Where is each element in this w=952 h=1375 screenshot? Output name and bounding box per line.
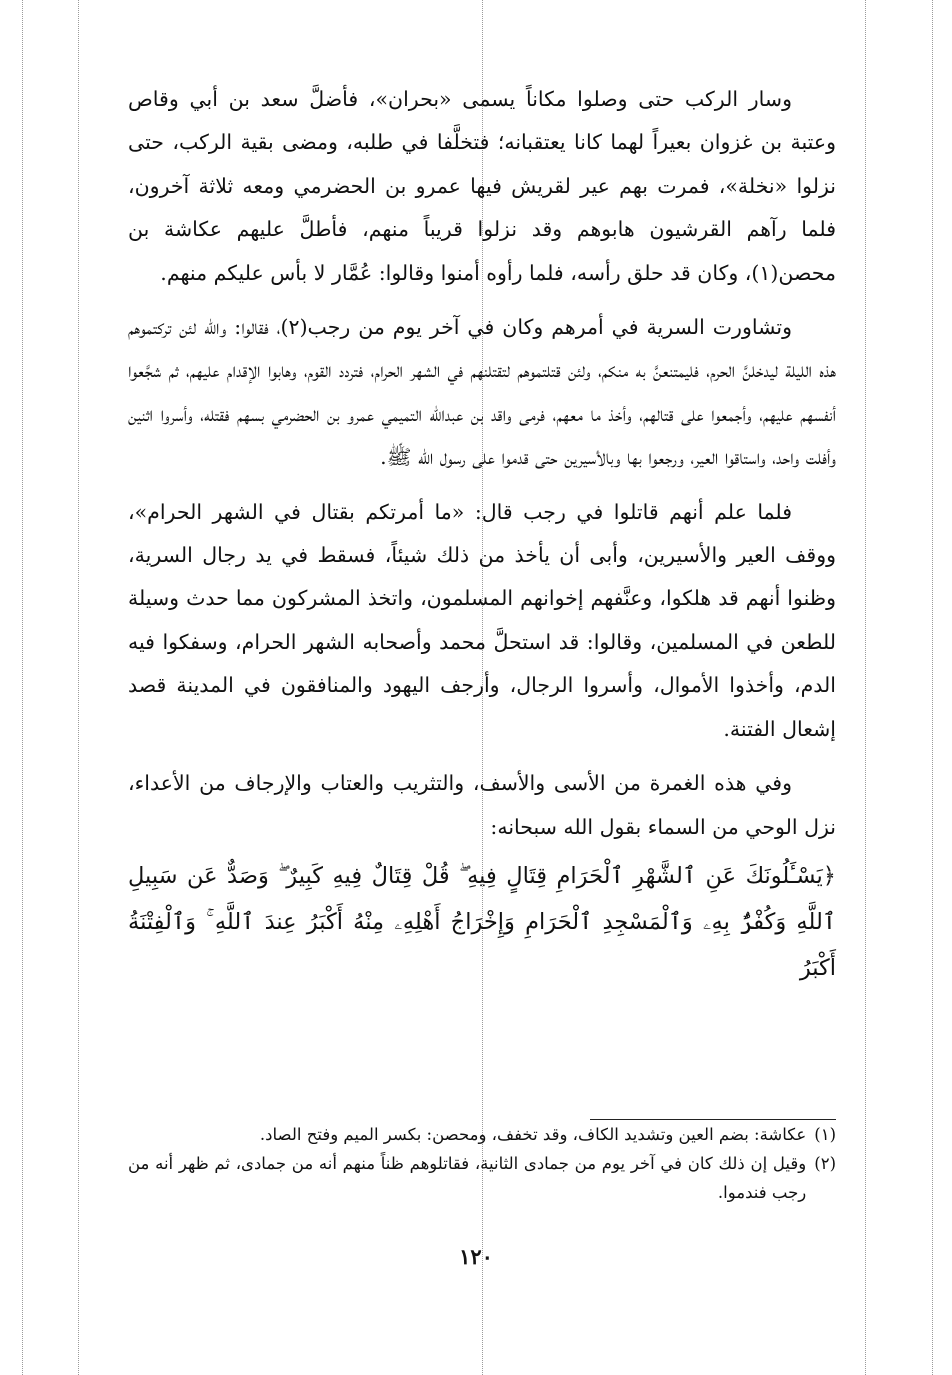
scan-dot-line <box>865 0 866 1375</box>
scan-dot-line <box>932 0 933 1375</box>
footnote-number: (١) <box>814 1125 836 1144</box>
paragraph: وتشاورت السرية في أمرهم وكان في آخر يوم من رجب(٢)، فقالوا: والله لئن تركتموهم هذه الليلة ليدخلنَّ الحرم، فليمتنعنَّ به منكم، ولئن قتلتموهم لتقتلنهم في الشهر الحرام، فتردد القوم، وهابوا الإقدام عليهم، ثم شجَّعوا أنفسهم عليهم، وأجمعوا على قتالهم، وأخذ ما معهم، فرمى واقد بن عبدالله التميمي عمرو بن الحضرمي بسهم فقتله، وأسروا اثنين وأفلت واحد، واستاقوا العير، ورجعوا بها وبالأسيرين حتى قدموا على رسول الله ﷺ. <box>128 315 836 470</box>
page-number: ١٢٠ <box>459 1244 493 1269</box>
quran-verse: ﴿يَسْـَٔلُونَكَ عَنِ ٱلشَّهْرِ ٱلْحَرَامِ قِتَالٍ فِيهِ ۖ قُلْ قِتَالٌ فِيهِ كَبِيرٌ ۖ وَصَدٌّ عَن سَبِيلِ ٱللَّهِ وَكُفْرٌۢ بِهِۦ وَٱلْمَسْجِدِ ٱلْحَرَامِ وَإِخْرَاجُ أَهْلِهِۦ مِنْهُ أَكْبَرُ عِندَ ٱللَّهِ ۚ وَٱلْفِتْنَةُ أَكْبَرُ <box>128 862 836 981</box>
scan-dot-line <box>22 0 23 1375</box>
footnote <box>128 1149 836 1207</box>
footnotes <box>128 1120 836 1207</box>
scan-dot-line <box>78 0 79 1375</box>
paragraph: فلما علم أنهم قاتلوا في رجب قال: «ما أمرتكم بقتال في الشهر الحرام»، ووقف العير والأسيرين، وأبى أن يأخذ من ذلك شيئاً، فسقط في يد رجال السرية، وظنوا أنهم قد هلكوا، وعنَّفهم إخوانهم المسلمون، واتخذ المشركون مما حدث وسيلة للطعن في المسلمين، وقالوا: قد استحلَّ محمد وأصحابه الشهر الحرام، وسفكوا فيه الدم، وأخذوا الأموال، وأسروا الرجال، وأرجف اليهود والمنافقون في المدينة قصد إشعال الفتنة. <box>128 499 836 741</box>
paragraph: وسار الركب حتى وصلوا مكاناً يسمى «بحران»، فأضلَّ سعد بن أبي وقاص وعتبة بن غزوان بعيراً لهما كانا يعتقبانه؛ فتخلَّفا في طلبه، ومضى بقية الركب، حتى نزلوا «نخلة»، فمرت بهم عير لقريش فيها عمرو بن الحضرمي ومعه ثلاثة آخرون، فلما رآهم القرشيون هابوهم وقد نزلوا قريباً منهم، فأطلَّ عليهم عكاشة بن محصن(١)، وكان قد حلق رأسه، فلما رأوه أمنوا وقالوا: عُمَّار لا بأس عليكم منهم. <box>128 87 836 285</box>
paragraph: وفي هذه الغمرة من الأسى والأسف، والتثريب والعتاب والإرجاف من الأعداء، نزل الوحي من السماء بقول الله سبحانه: <box>128 771 836 839</box>
footnote <box>128 1120 836 1149</box>
main-text <box>128 78 836 991</box>
footnote-text: عكاشة: بضم العين وتشديد الكاف، وقد تخفف، ومحصن: بكسر الميم وفتح الصاد. <box>259 1125 807 1144</box>
footnote-text: وقيل إن ذلك كان في آخر يوم من جمادى الثانية، فقاتلوهم ظناً منهم أنه من جمادى، ثم ظهر أنه من رجب فندموا. <box>128 1154 807 1202</box>
footnote-number: (٢) <box>814 1154 836 1173</box>
